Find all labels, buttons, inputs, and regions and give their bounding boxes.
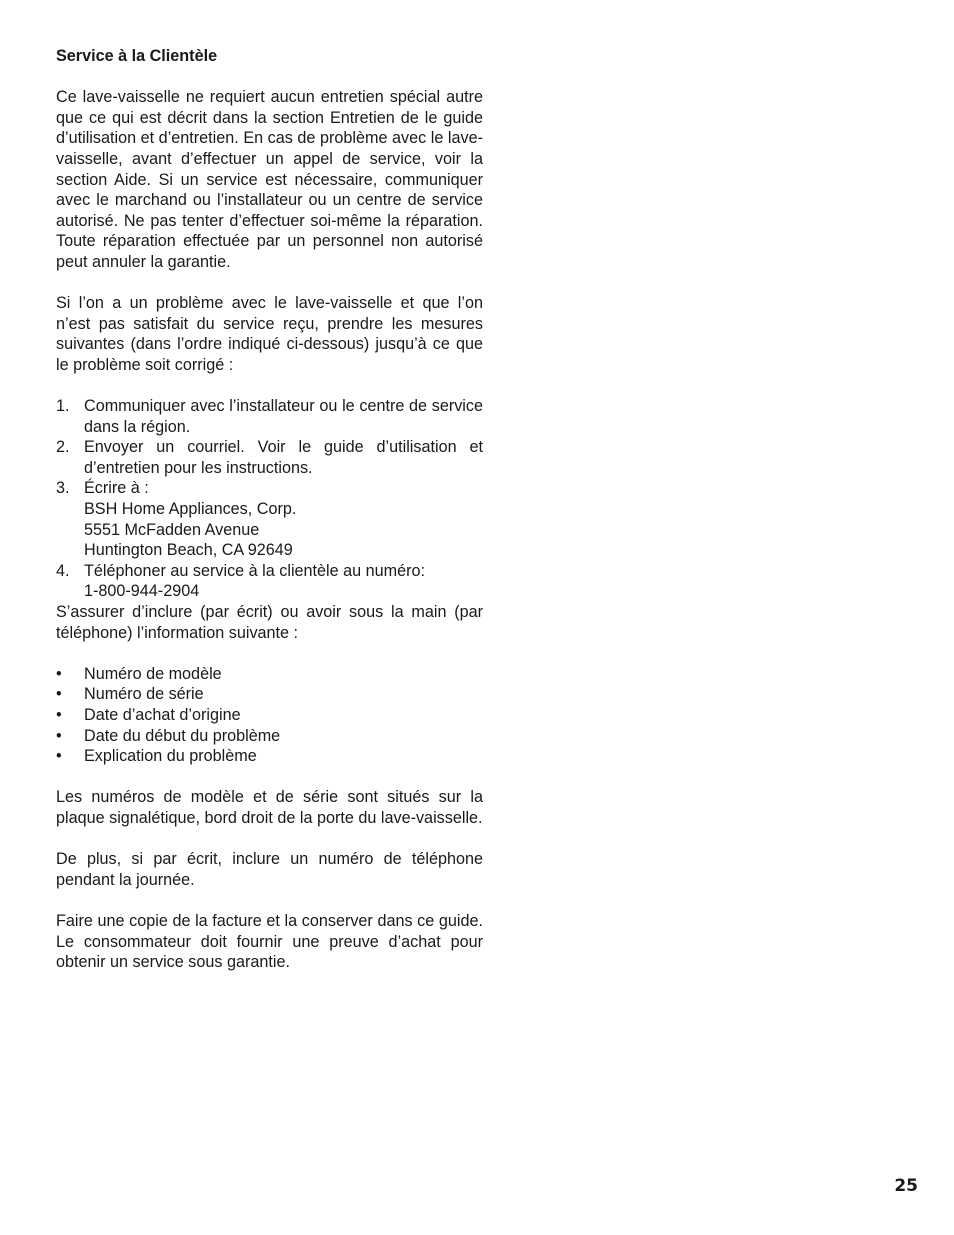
address-city: Huntington Beach, CA 92649: [84, 541, 293, 560]
include-paragraph: S’assurer d’inclure (par écrit) ou avoir sous la main (par téléphone) l’information suivante :: [56, 603, 483, 642]
bullet-marker: •: [56, 706, 62, 724]
problem-paragraph: Si l’on a un problème avec le lave-vaisselle et que l’on n’est pas satisfait du service reçu, prendre les mesures suivantes (dans l’ordre indiqué ci-dessous) jusqu’à ce que le problème soit corrigé :: [56, 294, 483, 374]
step-text: Écrire à :: [84, 479, 149, 498]
bullet-marker: •: [56, 664, 62, 683]
step-number: 1.: [56, 397, 70, 416]
list-item: [56, 478, 483, 560]
steps-list: [56, 396, 483, 602]
step-number: 2.: [56, 438, 70, 457]
intro-paragraph: Ce lave-vaisselle ne requiert aucun entretien spécial autre que ce qui est décrit dans la section Entretien de le guide d’utilisation et d’entretien. En cas de problème avec le lave-vaisselle, avant d’effectuer un appel de service, voir la section Aide. Si un service est nécessaire, communiquer avec le marchand ou l’installateur ou un centre de service autorisé. Ne pas tenter d’effectuer soi-même la réparation. Toute réparation effectuée par un personnel non autorisé peut annuler la garantie.: [56, 88, 483, 271]
step-text: Envoyer un courriel. Voir le guide d’utilisation et d’entretien pour les instructions.: [84, 438, 483, 477]
list-item: [56, 684, 483, 705]
bullet-marker: •: [56, 685, 62, 704]
bullet-text: Numéro de série: [84, 685, 204, 704]
step-text: Communiquer avec l’installateur ou le centre de service dans la région.: [84, 397, 483, 436]
list-item: [56, 664, 483, 685]
bullet-text: Explication du problème: [84, 747, 257, 766]
list-item: [56, 705, 483, 726]
address-street: 5551 McFadden Avenue: [84, 520, 260, 539]
bullet-marker: •: [56, 747, 62, 766]
serial-location-paragraph: Les numéros de modèle et de série sont situés sur la plaque signalétique, bord droit de la porte du lave-vaisselle.: [56, 788, 483, 827]
invoice-paragraph: Faire une copie de la facture et la conserver dans ce guide. Le consommateur doit fournir une preuve d’achat pour obtenir un service sous garantie.: [56, 911, 483, 972]
bullet-text: Date d’achat d’origine: [84, 706, 241, 724]
step-text: Téléphoner au service à la clientèle au numéro:: [84, 561, 426, 580]
phone-number: 1-800-944-2904: [84, 582, 200, 601]
list-item: [56, 437, 483, 478]
list-item: [56, 396, 483, 437]
page-number: 25: [894, 1176, 918, 1196]
main-column: [56, 46, 483, 993]
step-number: 4.: [56, 561, 70, 580]
list-item: [56, 561, 483, 602]
bullet-text: Numéro de modèle: [84, 664, 222, 683]
bullet-marker: •: [56, 726, 62, 745]
address-company: BSH Home Appliances, Corp.: [84, 500, 297, 519]
phone-note-paragraph: De plus, si par écrit, inclure un numéro de téléphone pendant la journée.: [56, 850, 483, 889]
info-bullet-list: [56, 664, 483, 767]
bullet-text: Date du début du problème: [84, 726, 281, 745]
list-item: [56, 746, 483, 767]
list-item: [56, 726, 483, 747]
section-heading: Service à la Clientèle: [56, 47, 218, 65]
step-number: 3.: [56, 479, 70, 498]
